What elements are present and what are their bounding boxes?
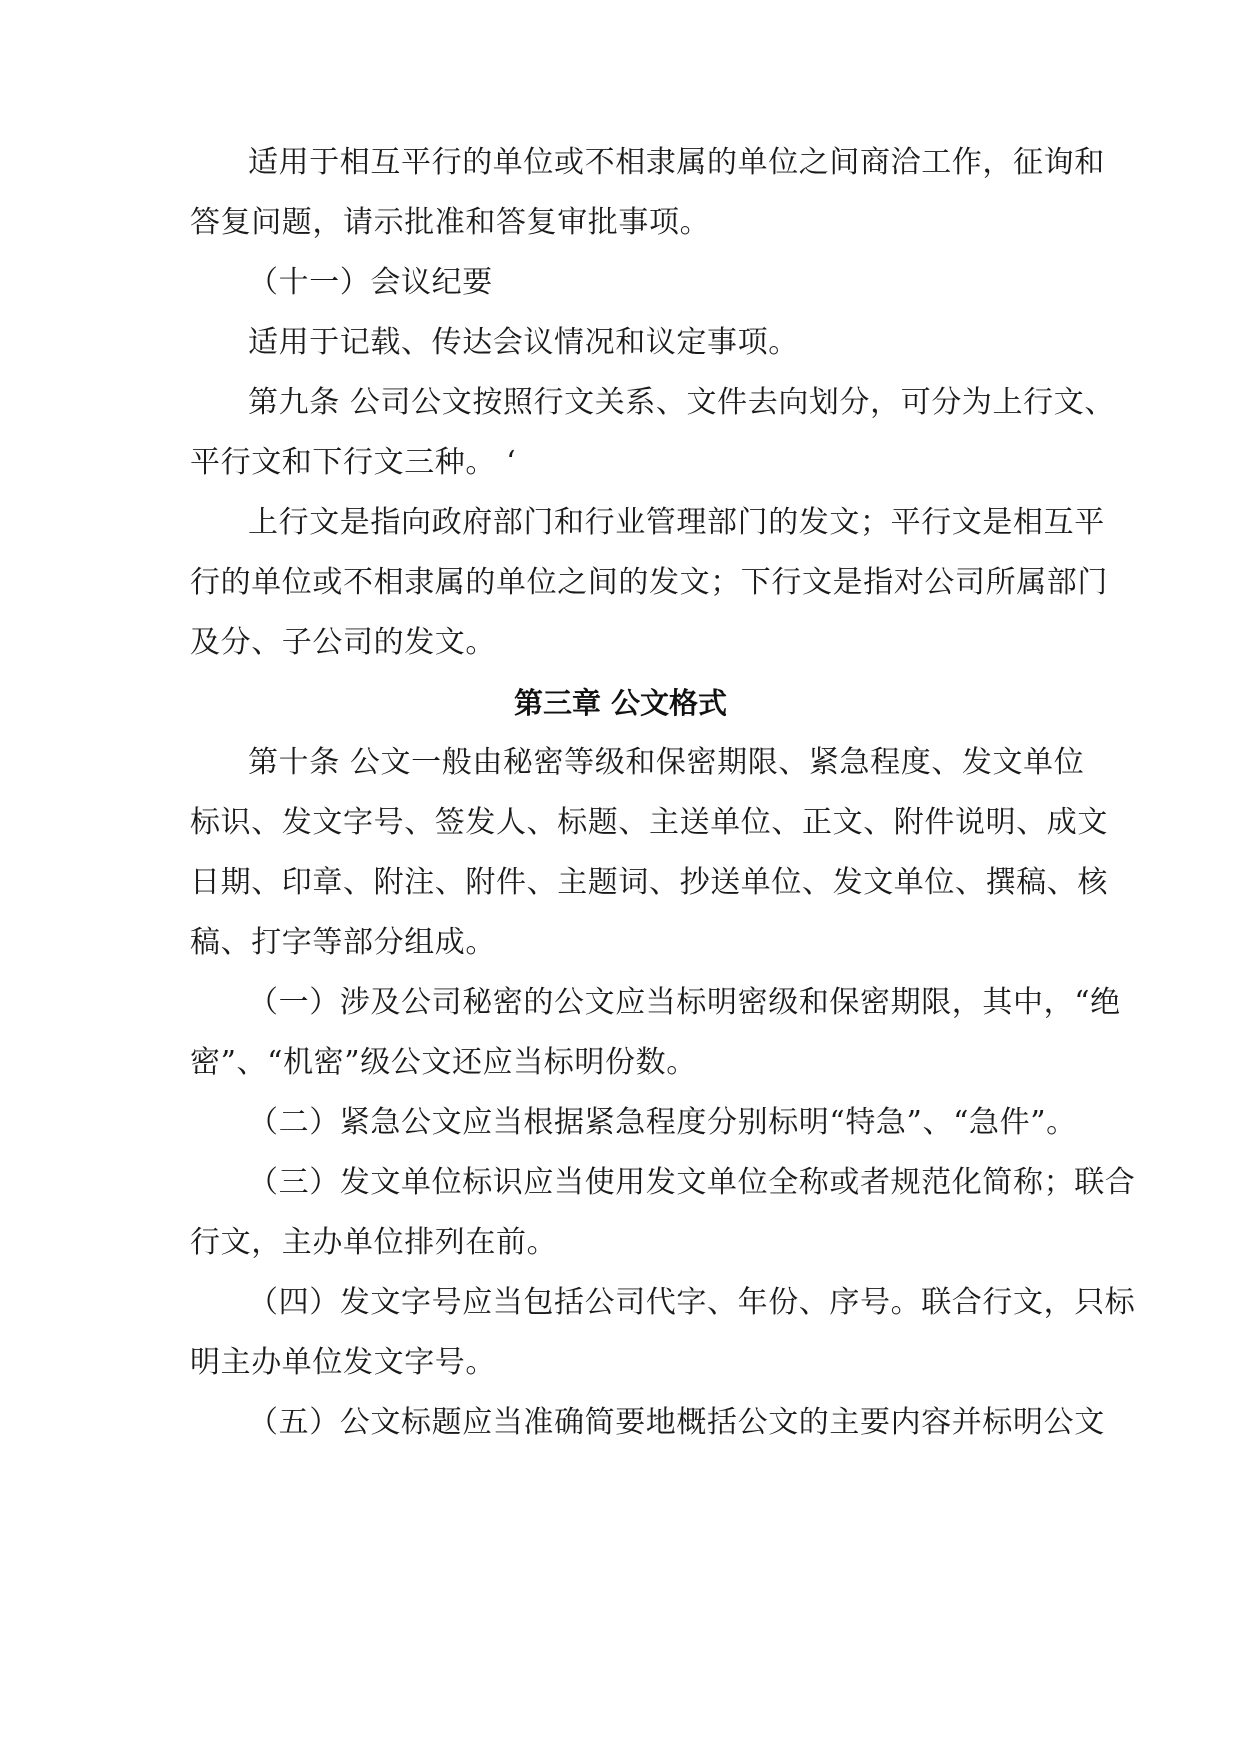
paragraph-line: 行文，主办单位排列在前。	[190, 1225, 558, 1260]
paragraph-line: 答复问题，请示批准和答复审批事项。	[190, 205, 711, 240]
paragraph-line: 行的单位或不相隶属的单位之间的发文；下行文是指对公司所属部门	[190, 565, 1108, 600]
list-item-line: （三）发文单位标识应当使用发文单位全称或者规范化简称；联合	[248, 1165, 1136, 1200]
paragraph-line: 适用于记载、传达会议情况和议定事项。	[248, 325, 799, 360]
list-item-line: （五）公文标题应当准确简要地概括公文的主要内容并标明公文	[248, 1405, 1105, 1440]
paragraph-line: 及分、子公司的发文。	[190, 625, 496, 660]
paragraph-line: 密”、“机密”级公文还应当标明份数。	[190, 1045, 697, 1080]
paragraph-line: 上行文是指向政府部门和行业管理部门的发文；平行文是相互平	[248, 505, 1105, 540]
list-item-line: （四）发文字号应当包括公司代字、年份、序号。联合行文，只标	[248, 1285, 1136, 1320]
paragraph-line: 平行文和下行文三种。 ‘	[190, 445, 517, 480]
chapter-heading: 第三章 公文格式	[513, 686, 728, 720]
article-9-line: 第九条 公司公文按照行文关系、文件去向划分，可分为上行文、	[248, 385, 1115, 420]
paragraph-line: 标识、发文字号、签发人、标题、主送单位、正文、附件说明、成文	[190, 805, 1108, 840]
paragraph-line: 日期、印章、附注、附件、主题词、抄送单位、发文单位、撰稿、核	[190, 865, 1108, 900]
list-item-line: （一）涉及公司秘密的公文应当标明密级和保密期限，其中，“绝	[248, 985, 1121, 1020]
paragraph-line: 适用于相互平行的单位或不相隶属的单位之间商洽工作，征询和	[248, 145, 1105, 180]
paragraph-line: 明主办单位发文字号。	[190, 1345, 496, 1380]
list-item-line: （二）紧急公文应当根据紧急程度分别标明“特急”、“急件”。	[248, 1105, 1077, 1140]
paragraph-line: 稿、打字等部分组成。	[190, 925, 496, 960]
article-10-line: 第十条 公文一般由秘密等级和保密期限、紧急程度、发文单位	[248, 745, 1085, 780]
section-heading-meeting-minutes: （十一）会议纪要	[248, 265, 493, 300]
